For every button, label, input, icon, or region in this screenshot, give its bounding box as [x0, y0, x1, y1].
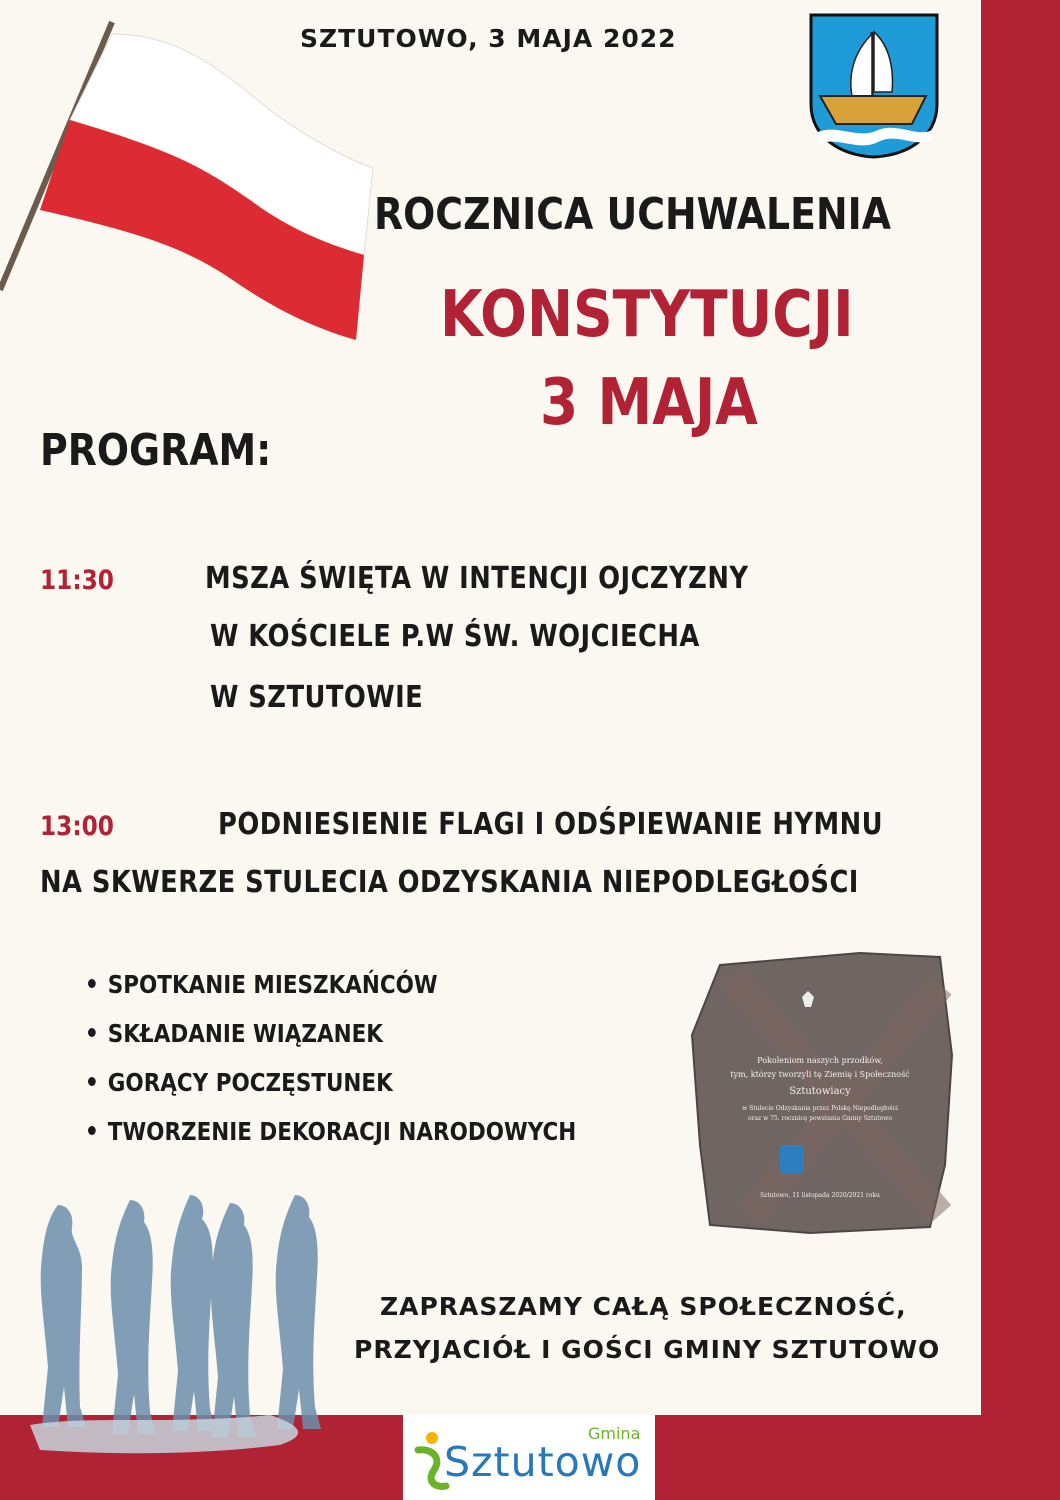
event-time-1: 11:30 — [40, 565, 114, 596]
list-item: GORĄCY POCZĘSTUNEK — [88, 1068, 576, 1117]
stone-text-5: oraz w 75. rocznicę powstania Gminy Sztutowo — [747, 1115, 893, 1122]
list-item: TWORZENIE DEKORACJI NARODOWYCH — [88, 1117, 576, 1166]
activities-list — [88, 970, 656, 1166]
memorial-stone-icon — [690, 945, 955, 1235]
event-2-line-1: PODNIESIENIE FLAGI I ODŚPIEWANIE HYMNU — [218, 807, 884, 842]
list-item: SKŁADANIE WIĄZANEK — [88, 1019, 576, 1068]
sztutowo-crest-icon — [808, 12, 940, 160]
right-red-band — [981, 0, 1060, 1500]
stone-text-1: Pokoleniom naszych przodków, — [757, 1056, 883, 1065]
stone-text-2: tym, którzy tworzyli tę Ziemię i Społeczność — [730, 1070, 910, 1079]
polish-flag-icon — [0, 0, 420, 360]
stone-text-4: w Stulecie Odzyskania przez Polskę Niepodległości — [742, 1105, 898, 1112]
title-line-2: KONSTYTUCJI — [440, 278, 854, 352]
stone-text-3: Sztutowiacy — [789, 1086, 851, 1097]
invitation-line-1: ZAPRASZAMY CAŁĄ SPOŁECZNOŚĆ, — [380, 1292, 907, 1321]
logo-word: Sztutowo — [444, 1438, 642, 1486]
stone-text-6: Sztutowo, 11 listopada 2020/2021 roku — [760, 1192, 880, 1199]
title-line-3: 3 MAJA — [540, 366, 758, 440]
invitation-line-2: PRZYJACIÓŁ I GOŚCI GMINY SZTUTOWO — [354, 1335, 941, 1364]
bullet-icon — [88, 979, 96, 988]
list-item: SPOTKANIE MIESZKAŃCÓW — [88, 970, 576, 1019]
event-1-line-3: W SZTUTOWIE — [210, 680, 424, 715]
title-line-1: ROCZNICA UCHWALENIA — [374, 189, 891, 240]
program-label: PROGRAM: — [40, 425, 272, 476]
event-date: SZTUTOWO, 3 MAJA 2022 — [300, 24, 677, 53]
bullet-icon — [88, 1126, 96, 1135]
bullet-icon — [88, 1077, 96, 1086]
saluting-figures-icon — [20, 1195, 340, 1460]
bullet-icon — [88, 1028, 96, 1037]
event-1-line-2: W KOŚCIELE P.W ŚW. WOJCIECHA — [210, 619, 700, 654]
event-2-line-2: NA SKWERZE STULECIA ODZYSKANIA NIEPODLEGŁOŚCI — [40, 865, 859, 900]
logo-prefix: Gmina — [588, 1424, 641, 1443]
crest-mini-icon — [780, 1145, 804, 1173]
event-1-line-1: MSZA ŚWIĘTA W INTENCJI OJCZYZNY — [205, 561, 749, 596]
event-time-2: 13:00 — [40, 811, 114, 842]
